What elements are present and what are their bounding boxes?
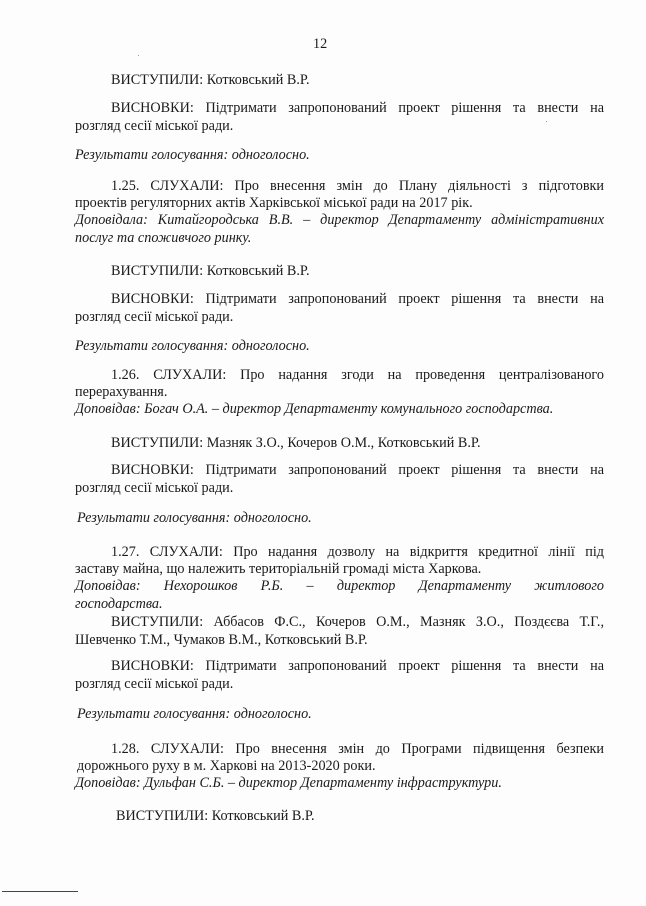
vote-result-line: Результати голосування: одноголосно. bbox=[77, 510, 312, 526]
reporter-line: Доповідав: Богач О.А. – директор Департаменту комунального господарства. bbox=[75, 401, 554, 417]
speakers-line: ВИСТУПИЛИ: Мазняк З.О., Кочеров О.М., Котковський В.Р. bbox=[111, 435, 481, 451]
scan-speck bbox=[546, 121, 547, 122]
reporter-line: Доповідав: Нехорошков Р.Б. – директор Департаменту житлового bbox=[75, 578, 604, 594]
conclusion-line-cont: розгляд сесії міської ради. bbox=[75, 676, 234, 692]
scan-speck bbox=[138, 55, 139, 56]
agenda-item-heading: 1.25. СЛУХАЛИ: Про внесення змін до Плану діяльності з підготовки bbox=[111, 178, 604, 194]
speakers-line: ВИСТУПИЛИ: Котковський В.Р. bbox=[116, 808, 315, 824]
agenda-item-text: дорожнього руху в м. Харкові на 2013-2020 роки. bbox=[77, 758, 376, 774]
speakers-line: ВИСТУПИЛИ: Котковський В.Р. bbox=[111, 72, 310, 88]
page-number: 12 bbox=[313, 36, 328, 52]
agenda-item-text: перерахування. bbox=[75, 384, 168, 400]
vote-result-line: Результати голосування: одноголосно. bbox=[77, 706, 312, 722]
vote-result-line: Результати голосування: одноголосно. bbox=[75, 338, 310, 354]
conclusion-line-cont: розгляд сесії міської ради. bbox=[75, 118, 234, 134]
reporter-line-cont: господарства. bbox=[75, 596, 163, 612]
conclusion-line-cont: розгляд сесії міської ради. bbox=[75, 309, 234, 325]
agenda-item-text: проектів регуляторних актів Харківської міської ради на 2017 рік. bbox=[75, 195, 473, 211]
agenda-item-heading: 1.27. СЛУХАЛИ: Про надання дозволу на відкриття кредитної лінії під bbox=[111, 544, 604, 560]
agenda-item-heading: 1.28. СЛУХАЛИ: Про внесення змін до Програми підвищення безпеки bbox=[111, 741, 604, 757]
reporter-line: Доповідав: Дульфан С.Б. – директор Департаменту інфраструктури. bbox=[75, 775, 502, 791]
reporter-line-cont: послуг та споживчого ринку. bbox=[75, 230, 252, 246]
conclusion-line: ВИСНОВКИ: Підтримати запропонований проект рішення та внести на bbox=[111, 462, 604, 478]
reporter-line: Доповідала: Китайгородська В.В. – директор Департаменту адміністративних bbox=[75, 212, 604, 228]
conclusion-line: ВИСНОВКИ: Підтримати запропонований проект рішення та внести на bbox=[111, 291, 604, 307]
agenda-item-heading: 1.26. СЛУХАЛИ: Про надання згоди на проведення централізованого bbox=[111, 367, 604, 383]
conclusion-line: ВИСНОВКИ: Підтримати запропонований проект рішення та внести на bbox=[111, 658, 604, 674]
speakers-line: ВИСТУПИЛИ: Котковський В.Р. bbox=[111, 263, 310, 279]
conclusion-line-cont: розгляд сесії міської ради. bbox=[75, 480, 234, 496]
vote-result-line: Результати голосування: одноголосно. bbox=[75, 147, 310, 163]
agenda-item-text: заставу майна, що належить територіальній громаді міста Харкова. bbox=[75, 561, 482, 577]
conclusion-line: ВИСНОВКИ: Підтримати запропонований проект рішення та внести на bbox=[111, 100, 604, 116]
speakers-line-cont: Шевченко Т.М., Чумаков В.М., Котковський В.Р. bbox=[75, 632, 368, 648]
speakers-line: ВИСТУПИЛИ: Аббасов Ф.С., Кочеров О.М., Мазняк З.О., Поздєєва Т.Г., bbox=[111, 614, 604, 630]
footnote-separator bbox=[2, 891, 78, 892]
